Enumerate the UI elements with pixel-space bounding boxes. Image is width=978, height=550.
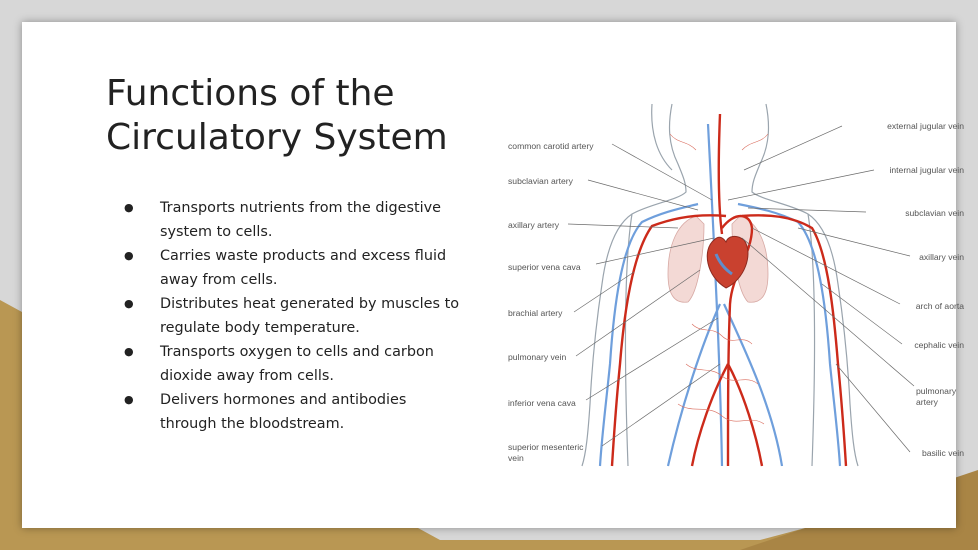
circulatory-system-diagram <box>482 104 964 466</box>
bullet-item: ● Transports oxygen to cells and carbon dioxide away from cells. <box>124 340 464 388</box>
slide <box>22 22 964 528</box>
slide-title: Functions of the Circulatory System <box>106 73 448 158</box>
label-axillary-vein: axillary vein <box>919 252 964 262</box>
bullet-item: ● Delivers hormones and antibodies through the bloodstream. <box>124 388 464 436</box>
bullet-item: ● Distributes heat generated by muscles to regulate body temperature. <box>124 292 464 340</box>
label-basilic-vein: basilic vein <box>921 448 964 458</box>
label-external-jugular-vein: external jugular vein <box>887 121 964 131</box>
label-superior-mesenteric-vein: superior mesenteric <box>508 442 584 452</box>
label-superior-mesenteric-vein-line2: vein <box>508 453 524 463</box>
label-inferior-vena-cava: inferior vena cava <box>508 398 576 408</box>
label-common-carotid-artery: common carotid artery <box>508 141 594 151</box>
label-arch-of-aorta: arch of aorta <box>915 301 964 311</box>
bullet-item: ● Transports nutrients from the digestive system to cells. <box>124 196 464 244</box>
label-cephalic-vein: cephalic vein <box>914 340 964 350</box>
label-pulmonary-vein: pulmonary vein <box>508 352 567 362</box>
bullet-item: ● Carries waste products and excess fluid away from cells. <box>124 244 464 292</box>
label-internal-jugular-vein: internal jugular vein <box>889 165 964 175</box>
label-subclavian-artery: subclavian artery <box>508 176 573 186</box>
bullet-list <box>124 196 464 436</box>
arteries <box>612 114 846 466</box>
label-pulmonary-artery: pulmonary <box>916 386 957 396</box>
label-pulmonary-artery-line2: artery <box>916 397 938 407</box>
label-subclavian-vein: subclavian vein <box>905 208 964 218</box>
label-brachial-artery: brachial artery <box>508 308 563 318</box>
label-axillary-artery: axillary artery <box>508 220 560 230</box>
label-superior-vena-cava: superior vena cava <box>508 262 581 272</box>
